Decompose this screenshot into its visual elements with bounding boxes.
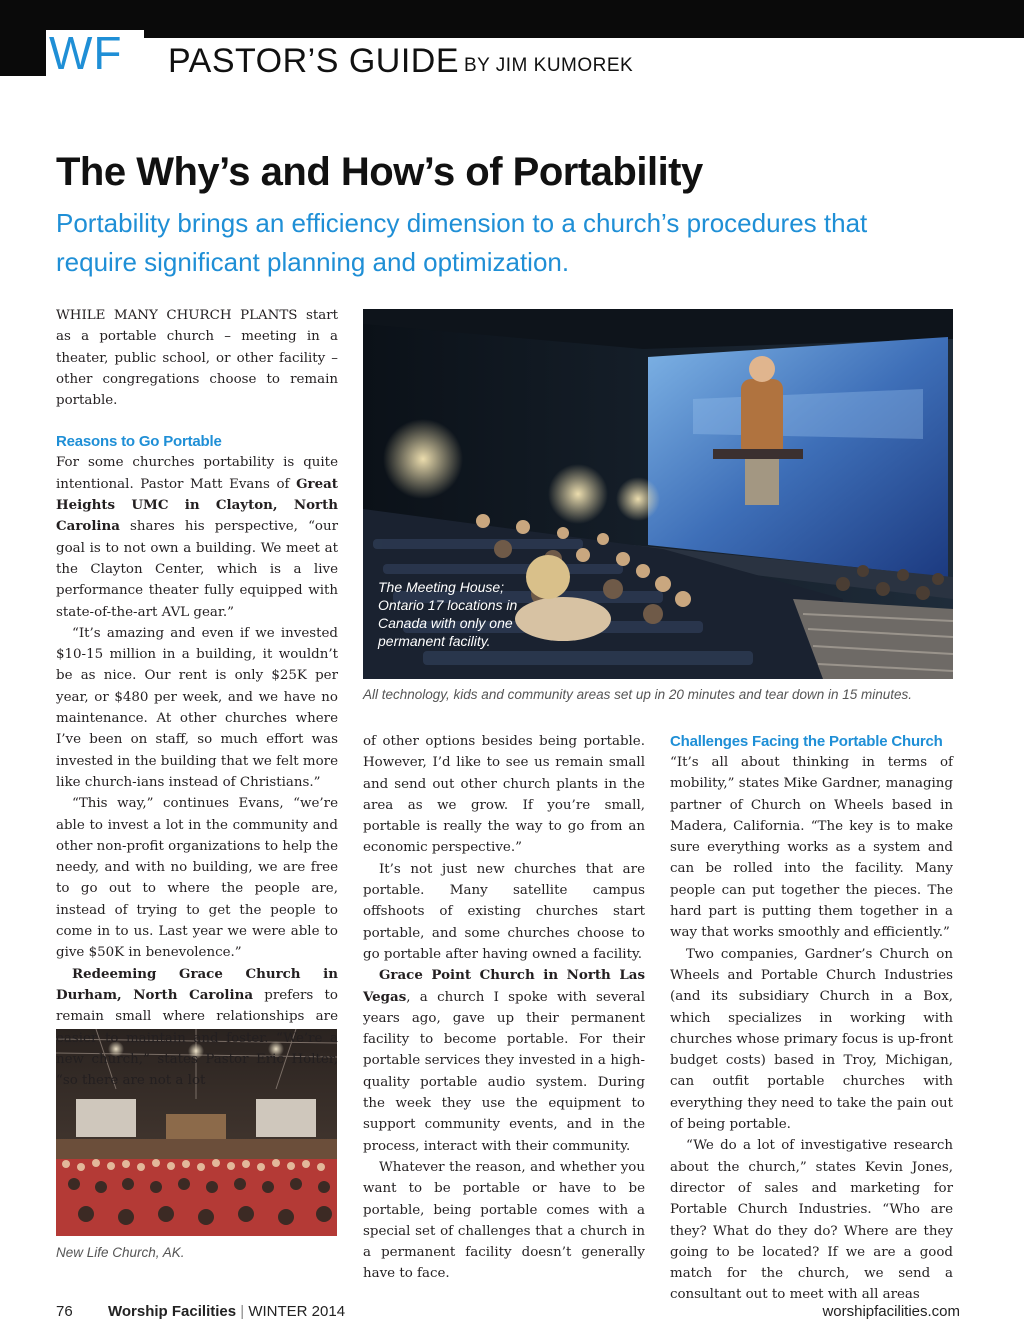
paragraph: of other options besides being portable. However, I’d like to see us remain small and send out other church plants in the area as we grow. If you’re small, portable is really the way to go from an economic perspective.” — [363, 734, 645, 856]
publication-name: Worship Facilities — [108, 1303, 237, 1320]
hall-photo-caption: New Life Church, AK. — [56, 1245, 185, 1260]
column-1 — [56, 305, 338, 1091]
byline: BY JIM KUMOREK — [464, 55, 634, 76]
column-2 — [363, 731, 645, 1285]
article-title: The Why’s and How’s of Portability — [56, 150, 703, 194]
footer-url[interactable]: worshipfacilities.com — [822, 1303, 960, 1320]
paragraph: Two companies, Gardner’s Church on Wheels and Portable Church Industries (and its subsidiary Church in a Box, which specializes in working with churches whose primary focus is up-front budget costs) based in Troy, Michigan, can outfit portable churches with everything they need to take the pain out of being portable. — [670, 946, 953, 1133]
page-number: 76 — [56, 1303, 73, 1320]
section-heading-challenges: Challenges Facing the Portable Church — [670, 733, 943, 750]
footer-publication: Worship Facilities | WINTER 2014 — [108, 1303, 346, 1320]
paragraph: Grace Point Church in North Las Vegas, a church I spoke with several years ago, gave up their permanent facility to become portable. For their portable services they invested in a high-quality portable audio system. During the week they use the equipment to support community events, and in the process, interact with their community. — [363, 967, 645, 1154]
intro-paragraph: WHILE MANY CHURCH PLANTS start as a portable church – meeting in a theater, public school, or other facility – other congregations choose to remain portable. — [56, 308, 338, 409]
photo-overlay-caption: The Meeting House; Ontario 17 locations in Canada with only one permanent facility. — [378, 579, 518, 649]
publication-logo: WF — [49, 27, 123, 79]
column-3 — [670, 731, 953, 1306]
paragraph: Whatever the reason, and whether you want to be portable or have to be portable, being portable comes with a special set of challenges that a church in a permanent facility doesn’t generally have to face. — [363, 1159, 645, 1282]
section-heading-reasons: Reasons to Go Portable — [56, 433, 222, 451]
article-subtitle: Portability brings an efficiency dimension to a church’s procedures that require significant planning and optimization. — [56, 208, 868, 277]
theater-photo-caption: All technology, kids and community areas set up in 20 minutes and tear down in 15 minutes. — [363, 687, 913, 702]
paragraph: It’s not just new churches that are portable. Many satellite campus offshoots of existing churches start portable, and some churches choose to go portable after having owned a facility. — [363, 861, 645, 962]
paragraph: “We do a lot of investigative research about the church,” states Kevin Jones, director of sales and marketing for Portable Church Industries. “Who are they? What do they do? Where are they going to be located? If we are a good match for the church, we send a consultant out to meet with all areas — [670, 1138, 953, 1303]
section-name: PASTOR’S GUIDE — [168, 42, 460, 80]
issue-label: WINTER 2014 — [248, 1303, 346, 1320]
paragraph: “It’s amazing and even if we invested $10-15 million in a building, it wouldn’t be as nice. Our rent is only $25K per year, or $480 per week, and we have no maintenance. At other churches where I’ve been on staff, so much effort was invested in the building that we felt more like church-ians instead of Christians.” — [56, 625, 338, 790]
paragraph: For some churches portability is quite intentional. Pastor Matt Evans of Great Heights UMC in Clayton, North Carolina shares his perspective, “our goal is to not own a building. We meet at the Clayton Center, which is a live performance theater fully equipped with state-of-the-art AVL gear.” — [56, 455, 338, 620]
paragraph: “This way,” continues Evans, “we’re able to invest a lot in the community and other non-profit organizations to help the needy, and with no building, we are free to go out to where the people are, instead of trying to get the people to come in to us. Last year we were able to give $50K in benevolence.” — [56, 796, 338, 961]
paragraph: Redeeming Grace Church in Durham, North Carolina prefers to remain small where relationships are easier to maintain and foster. “We’re a new church,” states Pastor Eric Holter, “so there are not a lot — [56, 965, 338, 1089]
paragraph: “It’s all about thinking in terms of mobility,” states Mike Gardner, managing partner of Church on Wheels based in Madera, California. “The key is to make sure everything works as a system and can be rolled into the facility. Many people can put together the pieces. The hard part is putting them together in a way that works smoothly and efficiently.” — [670, 755, 953, 941]
section-header — [144, 38, 1024, 80]
